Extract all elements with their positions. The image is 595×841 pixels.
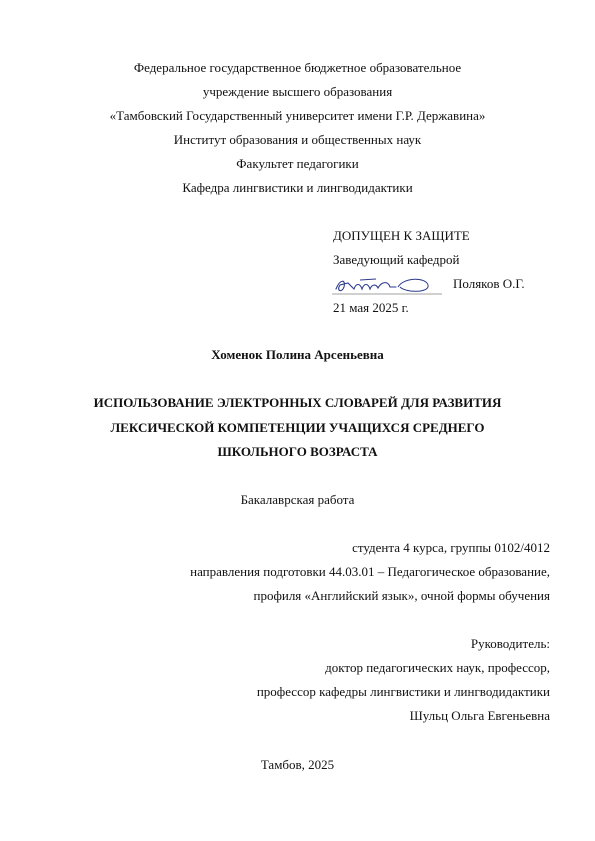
supervisor-position: профессор кафедры лингвистики и лингводидактики xyxy=(256,684,550,699)
thesis-title-line-3: ШКОЛЬНОГО ВОЗРАСТА xyxy=(217,444,378,459)
approval-title: ДОПУЩЕН К ЗАЩИТЕ xyxy=(333,228,470,243)
header-line-faculty: Факультет педагогики xyxy=(236,156,359,171)
approval-name: Поляков О.Г. xyxy=(453,276,525,291)
signature-image xyxy=(330,275,445,297)
supervisor-label: Руководитель: xyxy=(470,636,550,651)
header-line-institution-type: учреждение высшего образования xyxy=(202,84,393,99)
thesis-title-line-2: ЛЕКСИЧЕСКОЙ КОМПЕТЕНЦИИ УЧАЩИХСЯ СРЕДНЕГО xyxy=(110,420,485,435)
work-type: Бакалаврская работа xyxy=(240,492,355,507)
author-name: Хоменок Полина Арсеньевна xyxy=(211,347,384,362)
footer-city-year: Тамбов, 2025 xyxy=(260,757,335,772)
approval-role: Заведующий кафедрой xyxy=(333,252,460,267)
student-line-program: направления подготовки 44.03.01 – Педагогическое образование, xyxy=(190,564,550,579)
supervisor-name: Шульц Ольга Евгеньевна xyxy=(409,708,550,723)
header-line-ministry: Федеральное государственное бюджетное образовательное xyxy=(133,60,462,75)
student-line-course: студента 4 курса, группы 0102/4012 xyxy=(352,540,550,555)
header-line-institute: Институт образования и общественных наук xyxy=(173,132,422,147)
approval-date: 21 мая 2025 г. xyxy=(333,300,409,315)
supervisor-degree: доктор педагогических наук, профессор, xyxy=(325,660,550,675)
thesis-title-line-1: ИСПОЛЬЗОВАНИЕ ЭЛЕКТРОННЫХ СЛОВАРЕЙ ДЛЯ РАЗВИТИЯ xyxy=(93,395,502,410)
header-line-university: «Тамбовский Государственный университет имени Г.Р. Державина» xyxy=(109,108,486,123)
student-line-profile: профиля «Английский язык», очной формы обучения xyxy=(253,588,550,603)
header-line-department: Кафедра лингвистики и лингводидактики xyxy=(182,180,413,195)
